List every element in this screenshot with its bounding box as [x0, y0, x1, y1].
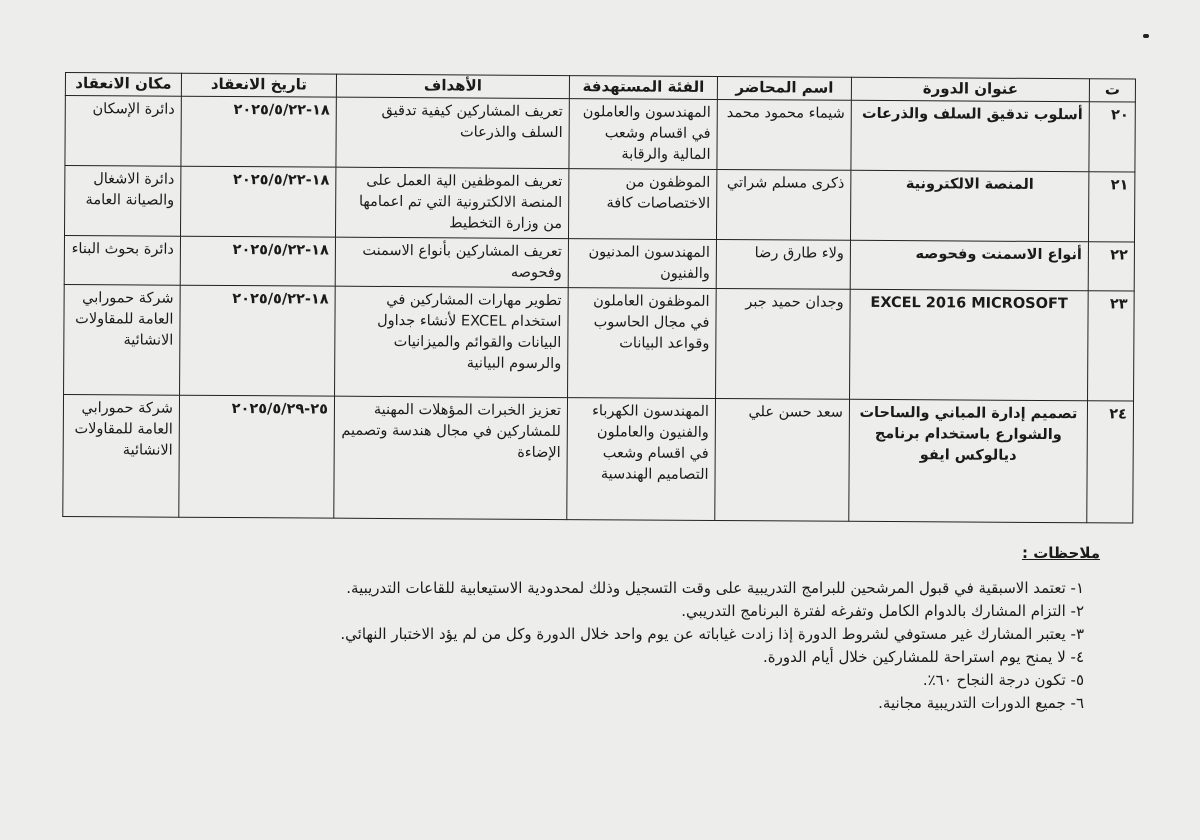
note-item: ٢- التزام المشارك بالدوام الكامل وتفرغه لفترة البرنامج التدريبي.: [681, 602, 1084, 620]
table-row: [65, 166, 1135, 243]
course-title: أنواع الاسمنت وفحوصه: [850, 240, 1088, 290]
course-lecturer: ذكرى مسلم شراتي: [716, 169, 850, 240]
note-item: ٤- لا يمنح يوم استراحة للمشاركين خلال أيام الدورة.: [763, 648, 1084, 666]
course-place: دائرة بحوث البناء: [64, 236, 180, 286]
note-item: ٥- تكون درجة النجاح ٦٠٪.: [922, 671, 1084, 689]
note-item: ١- تعتمد الاسبقية في قبول المرشحين للبرامج التدريبية على وقت التسجيل وذلك لمحدودية الاستيعابية للقاعات التدريبية.: [346, 579, 1084, 597]
course-place: شركة حمورابي العامة للمقاولات الانشائية: [64, 284, 181, 395]
course-target: الموظفون العاملون في مجال الحاسوب وقواعد البيانات: [568, 288, 717, 399]
course-date: ١٨-٢٠٢٥/٥/٢٢: [180, 236, 335, 286]
course-date: ١٨-٢٠٢٥/٥/٢٢: [180, 166, 335, 237]
table-row: [64, 284, 1135, 401]
header-title: عنوان الدورة: [851, 77, 1089, 101]
table-row: [64, 236, 1134, 292]
notes-list: [260, 577, 1100, 715]
course-lecturer: شيماء محمود محمد: [717, 99, 851, 170]
course-title: أسلوب تدقيق السلف والذرعات: [851, 100, 1089, 171]
course-lecturer: سعد حسن علي: [715, 398, 850, 521]
note-item: ٦- جميع الدورات التدريبية مجانية.: [878, 694, 1084, 712]
header-date: تاريخ الانعقاد: [181, 73, 336, 97]
table-row: [63, 394, 1134, 523]
course-target: المهندسون والعاملون في اقسام وشعب المالية والرقابة: [569, 99, 717, 170]
note-item: ٣- يعتبر المشارك غير مستوفي لشروط الدورة إذا زادت غياباته عن يوم واحد خلال الدورة وكل من لم يؤد الاختبار النهائي.: [340, 625, 1084, 643]
course-target: الموظفون من الاختصاصات كافة: [568, 169, 716, 240]
course-date: ١٨-٢٠٢٥/٥/٢٢: [180, 285, 336, 396]
notes-heading: ملاحظات :: [1021, 544, 1100, 562]
course-number: ٢٠: [1089, 102, 1135, 172]
course-place: شركة حمورابي العامة للمقاولات الانشائية: [63, 394, 180, 517]
course-title: EXCEL 2016 MICROSOFT: [850, 289, 1089, 400]
course-date: ١٨-٢٠٢٥/٥/٢٢: [181, 96, 336, 167]
course-goals: تطوير مهارات المشاركين في استخدام EXCEL لأنشاء جداول البيانات والقوائم والميزانيات والرسوم البيانية: [335, 286, 569, 397]
header-goals: الأهداف: [336, 74, 569, 98]
courses-table: [62, 72, 1136, 524]
course-goals: تعريف المشاركين بأنواع الاسمنت وفحوصه: [335, 237, 568, 287]
course-title: المنصة الالكترونية: [850, 170, 1088, 241]
notes-section: [260, 542, 1100, 715]
course-target: المهندسون المدنيون والفنيون: [568, 239, 716, 289]
header-lecturer: اسم المحاضر: [717, 76, 851, 100]
course-goals: تعزيز الخبرات المؤهلات المهنية للمشاركين في مجال هندسة وتصميم الإضاءة: [334, 396, 568, 519]
scan-speck: [1143, 34, 1149, 38]
course-lecturer: ولاء طارق رضا: [716, 239, 850, 289]
course-place: دائرة الإسكان: [65, 96, 181, 167]
course-target: المهندسون الكهرباء والفنيون والعاملون في اقسام وشعب التصاميم الهندسية: [567, 398, 716, 521]
header-place: مكان الانعقاد: [65, 73, 181, 97]
course-goals: تعريف الموظفين الية العمل على المنصة الالكترونية التي تم اعمامها من وزارة التخطيط: [335, 167, 568, 238]
course-date: ٢٥-٢٠٢٥/٥/٢٩: [179, 395, 335, 518]
course-goals: تعريف المشاركين كيفية تدقيق السلف والذرعات: [336, 97, 569, 168]
header-num: ت: [1089, 79, 1135, 102]
header-target: الفئة المستهدفة: [569, 76, 717, 100]
course-number: ٢١: [1088, 172, 1134, 242]
course-title: تصميم إدارة المباني والساحات والشوارع باستخدام برنامج ديالوكس ايفو: [849, 399, 1088, 522]
table-row: [65, 96, 1135, 173]
course-lecturer: وجدان حميد جبر: [716, 288, 851, 399]
course-number: ٢٤: [1087, 401, 1134, 523]
course-number: ٢٣: [1088, 291, 1135, 401]
course-place: دائرة الاشغال والصيانة العامة: [65, 166, 181, 237]
course-number: ٢٢: [1088, 242, 1134, 291]
